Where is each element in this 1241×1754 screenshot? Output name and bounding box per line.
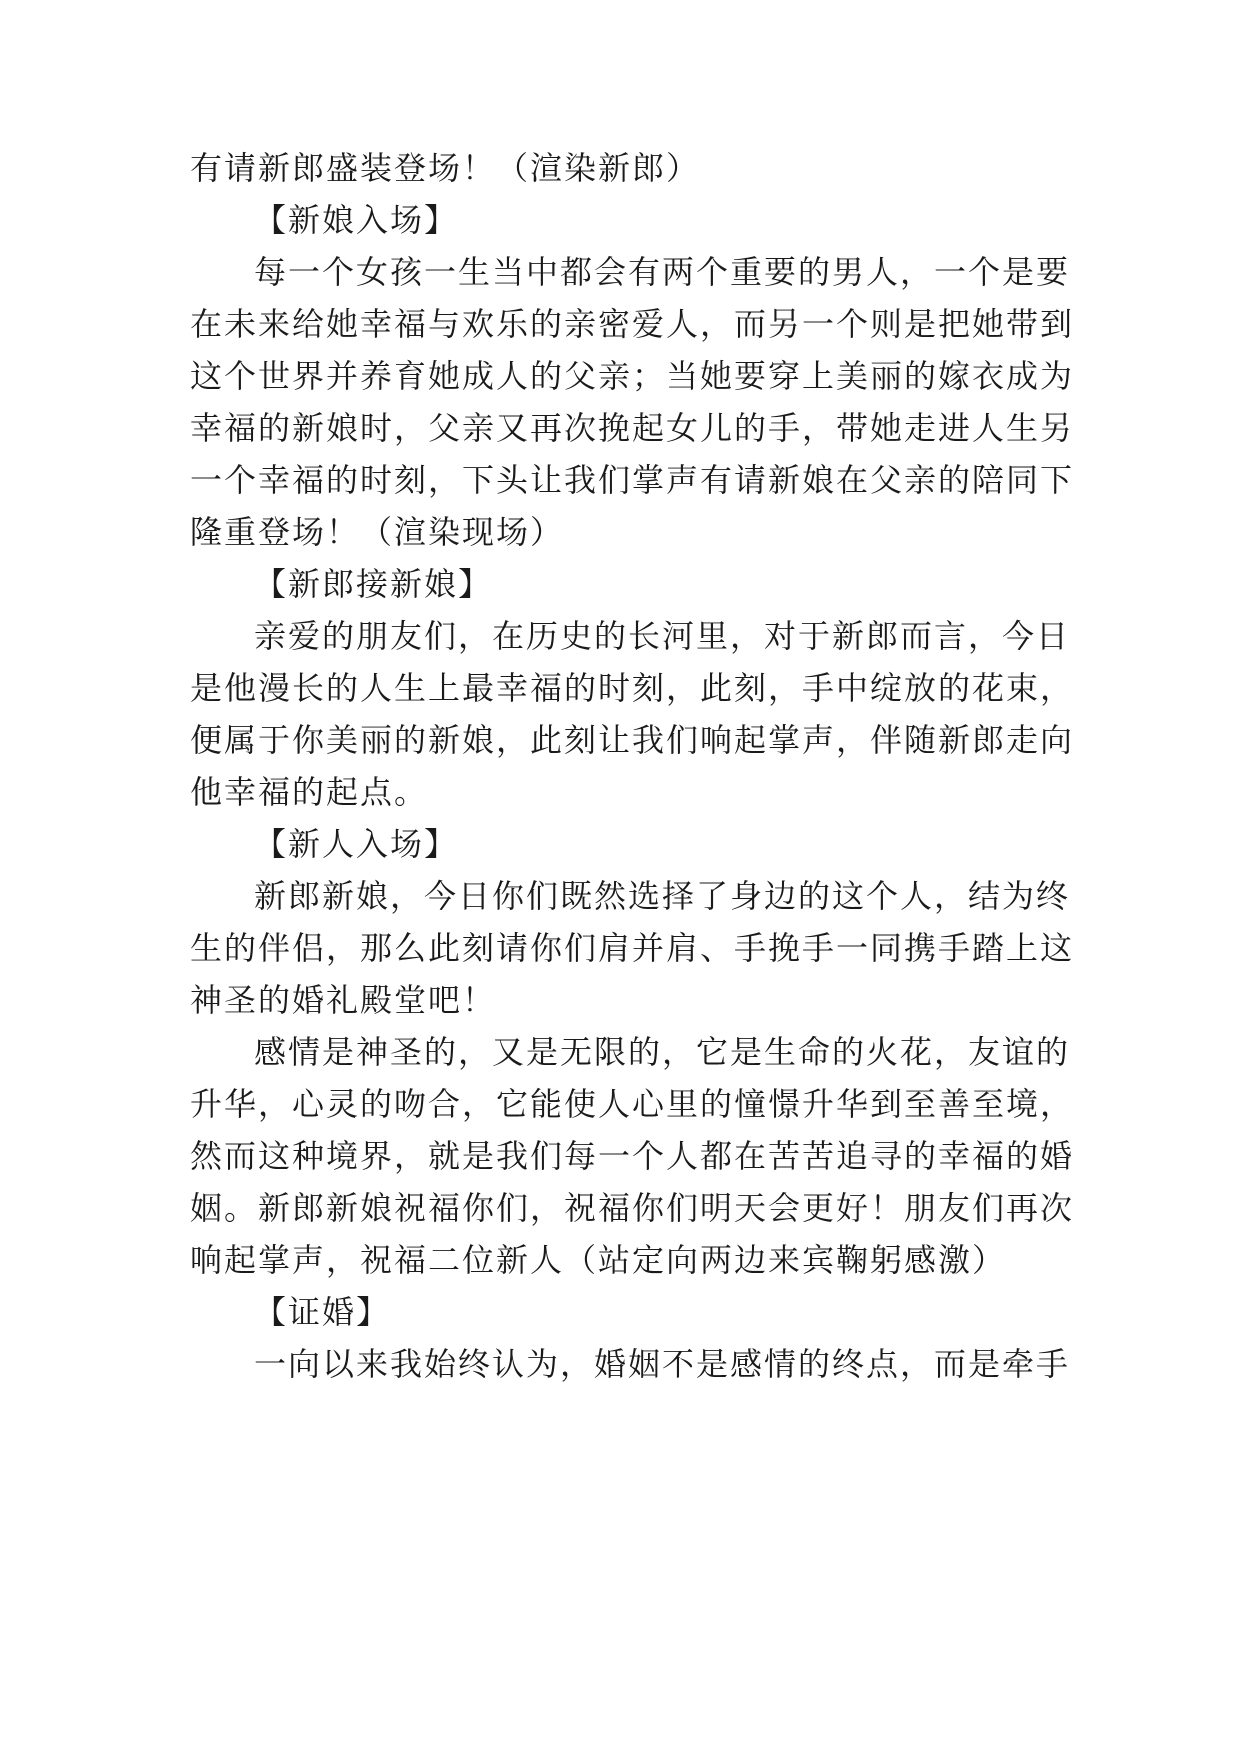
paragraph-line: 一向以来我始终认为，婚姻不是感情的终点，而是牵手 (254, 1345, 1071, 1383)
paragraph-line: 便属于你美丽的新娘，此刻让我们响起掌声，伴随新郎走向 (190, 721, 1075, 759)
paragraph-line: 在未来给她幸福与欢乐的亲密爱人，而另一个则是把她带到 (190, 305, 1075, 343)
paragraph-line: 一个幸福的时刻，下头让我们掌声有请新娘在父亲的陪同下 (190, 461, 1075, 499)
section-heading-bride-entrance: 【新娘入场】 (254, 201, 459, 239)
section-heading-witness: 【证婚】 (254, 1293, 391, 1331)
paragraph-line: 姻。新郎新娘祝福你们，祝福你们明天会更好！朋友们再次 (190, 1189, 1075, 1227)
paragraph-line: 生的伴侣，那么此刻请你们肩并肩、手挽手一同携手踏上这 (190, 929, 1075, 967)
paragraph-line: 这个世界并养育她成人的父亲；当她要穿上美丽的嫁衣成为 (190, 357, 1075, 395)
paragraph-line: 每一个女孩一生当中都会有两个重要的男人，一个是要 (254, 253, 1071, 291)
section-heading-couple-entrance: 【新人入场】 (254, 825, 459, 863)
paragraph-line: 隆重登场！（渲染现场） (190, 513, 565, 551)
paragraph-line: 感情是神圣的，又是无限的，它是生命的火花，友谊的 (254, 1033, 1071, 1071)
paragraph-line: 然而这种境界，就是我们每一个人都在苦苦追寻的幸福的婚 (190, 1137, 1075, 1175)
section-heading-groom-meets-bride: 【新郎接新娘】 (254, 565, 493, 603)
paragraph-line: 是他漫长的人生上最幸福的时刻，此刻，手中绽放的花束， (190, 669, 1075, 707)
paragraph-line: 神圣的婚礼殿堂吧！ (190, 981, 497, 1019)
paragraph-line: 升华，心灵的吻合，它能使人心里的憧憬升华到至善至境， (190, 1085, 1075, 1123)
paragraph-line: 亲爱的朋友们，在历史的长河里，对于新郎而言，今日 (254, 617, 1071, 655)
text-line: 有请新郎盛装登场！（渲染新郎） (190, 149, 701, 187)
paragraph-line: 幸福的新娘时，父亲又再次挽起女儿的手，带她走进人生另 (190, 409, 1075, 447)
paragraph-line: 他幸福的起点。 (190, 773, 429, 811)
paragraph-line: 响起掌声，祝福二位新人（站定向两边来宾鞠躬感激） (190, 1241, 1007, 1279)
paragraph-line: 新郎新娘，今日你们既然选择了身边的这个人，结为终 (254, 877, 1071, 915)
